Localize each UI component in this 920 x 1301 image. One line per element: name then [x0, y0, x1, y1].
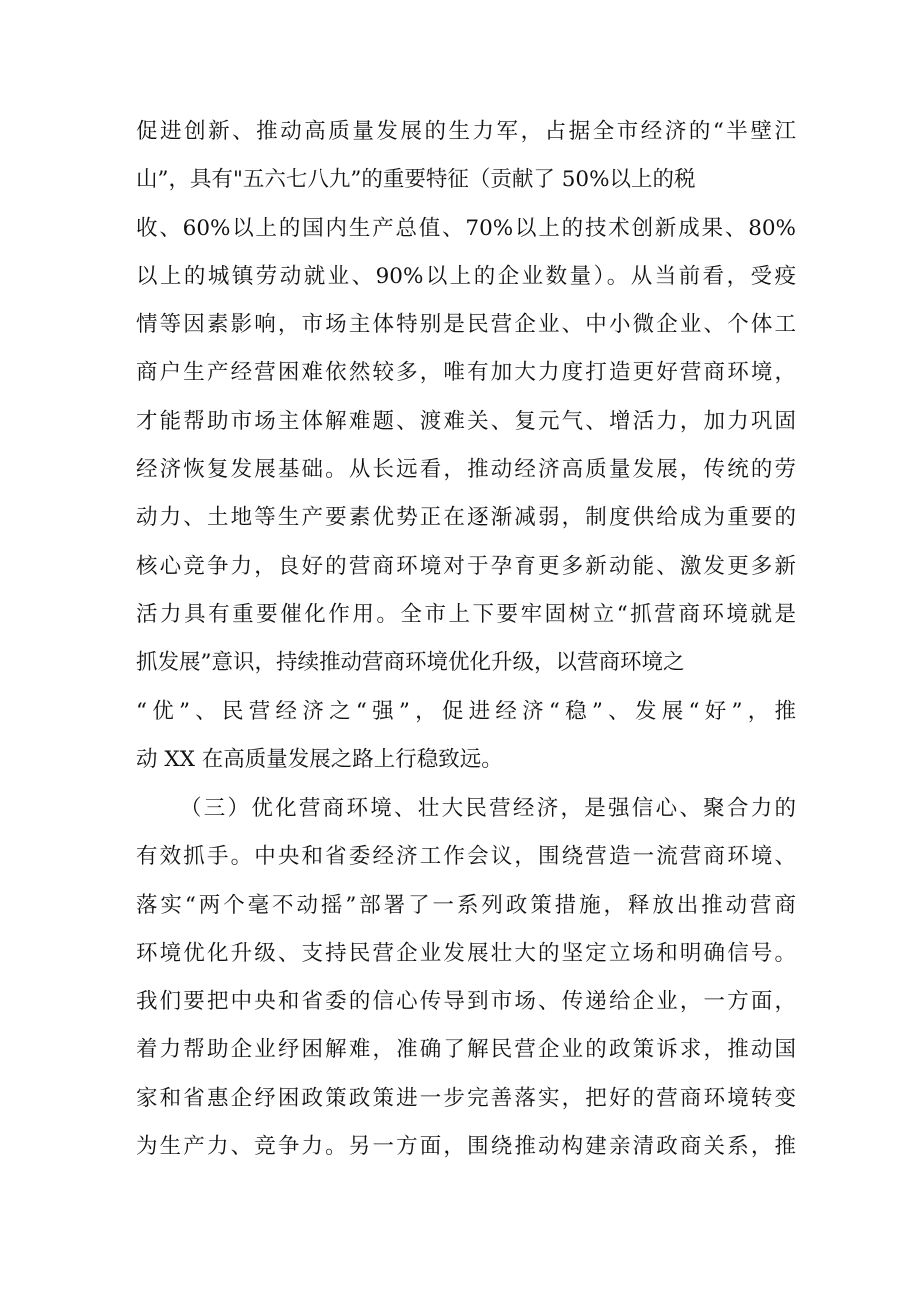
text-line: 促进创新、推动高质量发展的生力军，占据全市经济的“半壁江 [136, 119, 796, 144]
text-line: 活力具有重要催化作用。全市上下要牢固树立“抓营商环境就是 [136, 601, 796, 627]
text-line: 动力、土地等生产要素优势正在逐渐减弱，制度供给成为重要的 [136, 505, 796, 531]
text-line: “优”、民营经济之“强”，促进经济“稳”、发展“好”，推 [136, 698, 796, 724]
text-line: 核心竞争力，良好的营商环境对于孕育更多新动能、激发更多新 [136, 553, 796, 579]
text-line: 收、60%以上的国内生产总值、70%以上的技术创新成果、80% [136, 215, 796, 241]
text-line: 经济恢复发展基础。从长远看，推动经济高质量发展，传统的劳 [136, 457, 796, 483]
text-line: 山”，具有"五六七八九”的重要特征（贡献了 50%以上的税 [136, 167, 696, 193]
text-line: （三）优化营商环境、壮大民营经济，是强信心、聚合力的 [180, 796, 796, 821]
paragraph-2 [136, 785, 796, 1171]
text-line: 商户生产经营困难依然较多，唯有加大力度打造更好营商环境， [136, 360, 796, 386]
text-line: 我们要把中央和省委的信心传导到市场、传递给企业，一方面， [136, 989, 796, 1015]
text-line: 以上的城镇劳动就业、90%以上的企业数量）。从当前看，受疫 [136, 263, 796, 289]
text-line: 家和省惠企纾困政策政策进一步完善落实，把好的营商环境转变 [136, 1085, 796, 1111]
text-line: 情等因素影响，市场主体特别是民营企业、中小微企业、个体工 [136, 312, 796, 338]
text-line: 着力帮助企业纾困解难，准确了解民营企业的政策诉求，推动国 [136, 1037, 796, 1063]
paragraph-1 [136, 108, 796, 784]
text-line: 为生产力、竞争力。另一方面，围绕推动构建亲清政商关系，推 [136, 1134, 796, 1160]
text-line: 动 XX 在高质量发展之路上行稳致远。 [136, 746, 503, 772]
text-line: 抓发展”意识，持续推动营商环境优化升级，以营商环境之 [136, 650, 685, 676]
text-line: 落实“两个毫不动摇”部署了一系列政策措施，释放出推动营商 [136, 892, 796, 918]
text-line: 才能帮助市场主体解难题、渡难关、复元气、增活力，加力巩固 [136, 408, 796, 434]
text-line: 有效抓手。中央和省委经济工作会议，围绕营造一流营商环境、 [136, 844, 796, 870]
text-line: 环境优化升级、支持民营企业发展壮大的坚定立场和明确信号。 [136, 940, 796, 966]
